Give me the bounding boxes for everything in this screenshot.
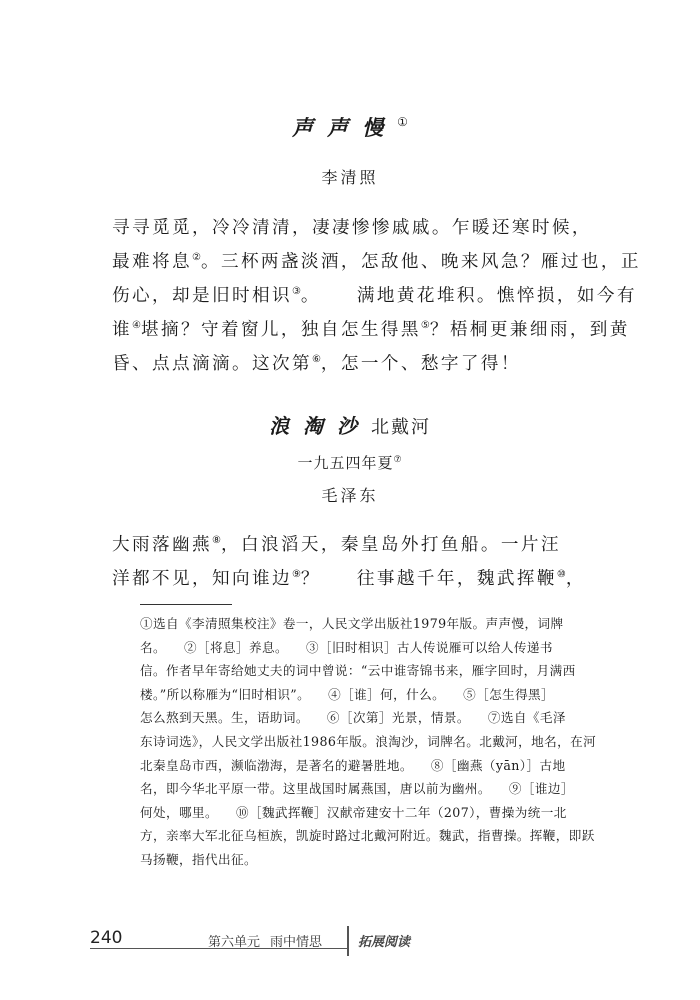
poem-date: 一九五四年夏⑦ [297, 454, 403, 472]
footnote-marker: ⑥ [311, 354, 321, 365]
poem-line: 伤心，却是旧时相识③。 满地黄花堆积。憔悴损，如今有 [112, 286, 637, 306]
footnote-marker: ④ [132, 320, 141, 331]
footnotes [140, 612, 596, 872]
footnote-line: 名。 ②［将息］养息。 ③［旧时相识］古人传说雁可以给人传递书 [140, 639, 553, 655]
poem-line: 昏、点点滴滴。这次第⑥，怎一个、愁字了得！ [112, 354, 521, 374]
footnote-line: 何处，哪里。 ⑩［魏武挥鞭］汉献帝建安十二年（207），曹操为统一北 [140, 804, 567, 820]
footnote-line: 怎么熬到天黑。生，语助词。 ⑥［次第］光景，情景。 ⑦选自《毛泽 [140, 710, 566, 726]
footnote-line: 北秦皇岛市西，濒临渤海，是著名的避暑胜地。 ⑧［幽燕（yān）］古地 [140, 757, 566, 773]
poem-line: 寻寻觅觅，冷冷清清，凄凄惨惨戚戚。乍暖还寒时候， [112, 218, 592, 238]
footer-section-label: 拓展阅读 [358, 935, 411, 950]
footnote-marker: ⑩ [556, 569, 566, 580]
footnote-line: 楼。”所以称雁为“旧时相识”。 ④［谁］何，什么。 ⑤［怎生得黑］ [140, 686, 555, 702]
unit-title: 雨中情思 [270, 935, 323, 950]
footnote-line: 信。作者早年寄给她丈夫的词中曾说：“云中谁寄锦书来，雁字回时，月满西 [140, 663, 576, 679]
footnote-line: 马扬鞭，指代出征。 [140, 851, 257, 867]
footnote-marker: ⑦ [393, 455, 403, 465]
poem-line: 洋都不见，知向谁边⑨？ 往事越千年，魏武挥鞭⑩， [112, 569, 586, 589]
poem-title-shengshengman [0, 112, 700, 142]
cipai-name: 浪淘沙 [269, 414, 371, 438]
poem-author: 李清照 [321, 168, 379, 187]
poem-line: 谁④堪摘？守着窗儿，独自怎生得黑⑤？梧桐更兼细雨，到黄 [112, 320, 630, 340]
footnote-line: 方，亲率大军北征乌桓族，凯旋时路过北戴河附近。魏武，指曹操。挥鞭，即跃 [140, 828, 595, 844]
footnote-line: 名，即今华北平原一带。这里战国时属燕国，唐以前为幽州。 ⑨［谁边］ [140, 781, 574, 797]
poem-line: 大雨落幽燕⑧，白浪滔天，秦皇岛外打鱼船。一片汪 [112, 535, 561, 555]
footnote-divider [140, 604, 232, 605]
poem-body-shengshengman [112, 213, 641, 379]
footnote-line: ①选自《李清照集校注》卷一，人民文学出版社1979年版。声声慢，词牌 [140, 616, 564, 631]
poem-author: 毛泽东 [321, 486, 379, 505]
footer-unit [208, 931, 322, 950]
footnote-line: 东诗词选》，人民文学出版社1986年版。浪淘沙，词牌名。北戴河，地名，在河 [140, 733, 597, 749]
unit-label: 第六单元 [208, 935, 261, 950]
poem-subtitle: 北戴河 [371, 417, 431, 438]
footnote-marker: ⑧ [211, 535, 221, 546]
poem-title-text: 声声慢 [292, 115, 398, 140]
poem-line: 最难将息②。三杯两盏淡酒，怎敌他、晚来风急？雁过也，正 [112, 252, 641, 272]
page-number: 240 [90, 928, 123, 948]
poem-title-langtaosha [0, 410, 700, 439]
footnote-marker: ② [191, 252, 201, 263]
footnote-marker: ⑤ [420, 320, 430, 331]
footer-separator [347, 926, 349, 956]
footnote-marker: ① [397, 115, 408, 129]
footnote-marker: ⑨ [291, 569, 301, 580]
footnote-marker: ③ [291, 286, 301, 297]
poem-body-langtaosha [112, 526, 592, 594]
